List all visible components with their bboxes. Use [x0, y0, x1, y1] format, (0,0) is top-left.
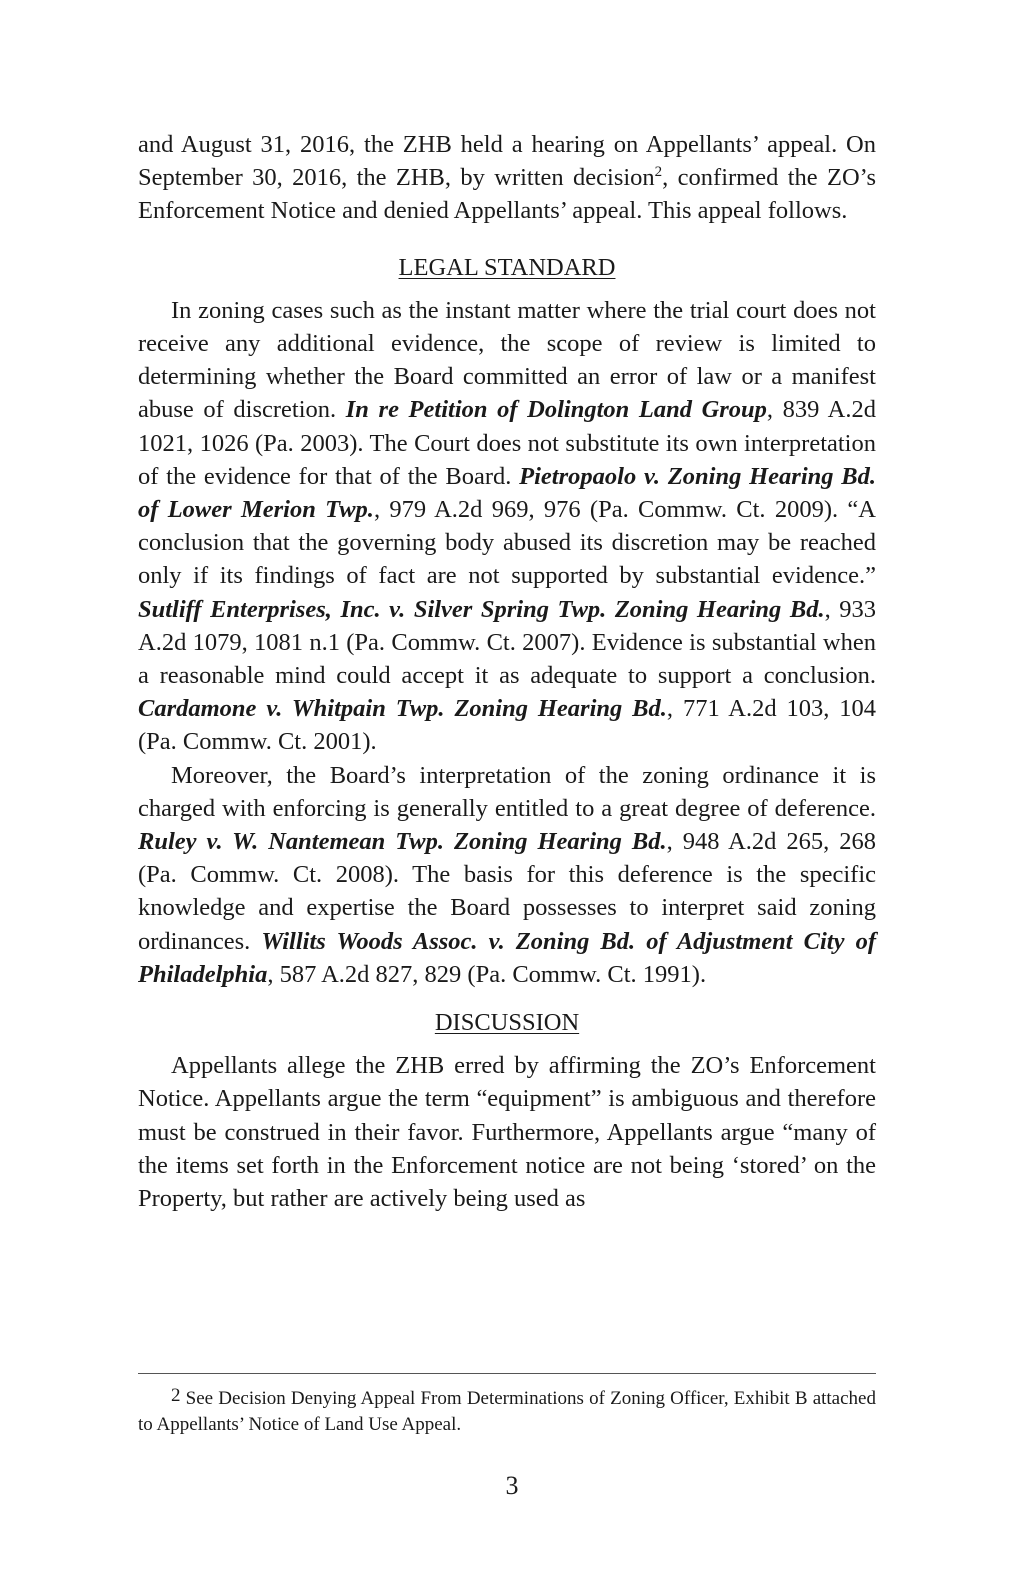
- paragraph-text: and August 31, 2016, the ZHB held a hearing on Appellants’ appeal. On September 30, 2016, the ZHB, by written decision: [138, 131, 876, 192]
- footnote-reference[interactable]: 2: [654, 164, 663, 181]
- paragraph-text: , 839 A.2d 1021, 1026 (Pa. 2003). The Court does not substitute its own interpretation of the evidence for that of the Board.: [138, 396, 876, 490]
- paragraph-text: , 979 A.2d 969, 976 (Pa. Commw. Ct. 2009). “A conclusion that the governing body abused its discretion may be reached only if its findings of fact are not supported by substantial evidence.”: [138, 496, 876, 590]
- paragraph-text: Moreover, the Board’s interpretation of the zoning ordinance it is charged with enforcing is generally entitled to a great degree of deference.: [138, 761, 876, 822]
- case-citation: Sutliff Enterprises, Inc. v. Silver Spring Twp. Zoning Hearing Bd.: [138, 595, 825, 623]
- paragraph-discussion: Appellants allege the ZHB erred by affirming the ZO’s Enforcement Notice. Appellants argue the term “equipment” is ambiguous and therefore must be construed in their favor. Furthermore, Appellants argue “many of the items set forth in the Enforcement notice are not being ‘stored’ on the Property, but rather are actively being used as: [138, 1052, 876, 1213]
- case-citation: In re Petition of Dolington Land Group: [345, 396, 767, 424]
- paragraph-text: In zoning cases such as the instant matter where the trial court does not receive any additional evidence, the scope of review is limited to determining whether the Board committed an error of law or a manifest abuse of discretion.: [138, 296, 876, 424]
- paragraph-text: , 771 A.2d 103, 104 (Pa. Commw. Ct. 2001).: [138, 695, 877, 756]
- paragraph-deference: [138, 759, 876, 991]
- section-heading-discussion: DISCUSSION: [434, 1009, 580, 1037]
- footnote-number: 2: [171, 1385, 181, 1406]
- page-body: [138, 128, 876, 1215]
- footnote-divider: [138, 1373, 876, 1374]
- paragraph-scope-of-review: [138, 294, 876, 759]
- case-citation: Pietropaolo v. Zoning Hearing Bd. of Lower Merion Twp.: [138, 462, 876, 524]
- paragraph-text: , 587 A.2d 827, 829 (Pa. Commw. Ct. 1991).: [267, 960, 707, 988]
- case-citation: Cardamone v. Whitpain Twp. Zoning Hearing Bd.: [138, 695, 667, 723]
- paragraph-text: , 933 A.2d 1079, 1081 n.1 (Pa. Commw. Ct. 2007). Evidence is substantial when a reasonable mind could accept it as adequate to support a conclusion.: [138, 595, 876, 690]
- case-citation: Willits Woods Assoc. v. Zoning Bd. of Adjustment City of Philadelphia: [138, 927, 876, 988]
- section-heading-legal-standard: LEGAL STANDARD: [398, 253, 616, 281]
- case-citation: Ruley v. W. Nantemean Twp. Zoning Hearing Bd.: [138, 828, 667, 856]
- paragraph-text: , 948 A.2d 265, 268 (Pa. Commw. Ct. 2008). The basis for this deference is the specific knowledge and expertise the Board possesses to interpret said zoning ordinances.: [138, 828, 877, 955]
- paragraph-continuation: [138, 128, 876, 228]
- footnote: [138, 1383, 876, 1438]
- footnote-text: See Decision Denying Appeal From Determinations of Zoning Officer, Exhibit B attached to Appellants’ Notice of Land Use Appeal.: [138, 1388, 876, 1435]
- paragraph-text: , confirmed the ZO’s Enforcement Notice and denied Appellants’ appeal. This appeal follows.: [138, 164, 876, 225]
- page-number: 3: [505, 1471, 519, 1500]
